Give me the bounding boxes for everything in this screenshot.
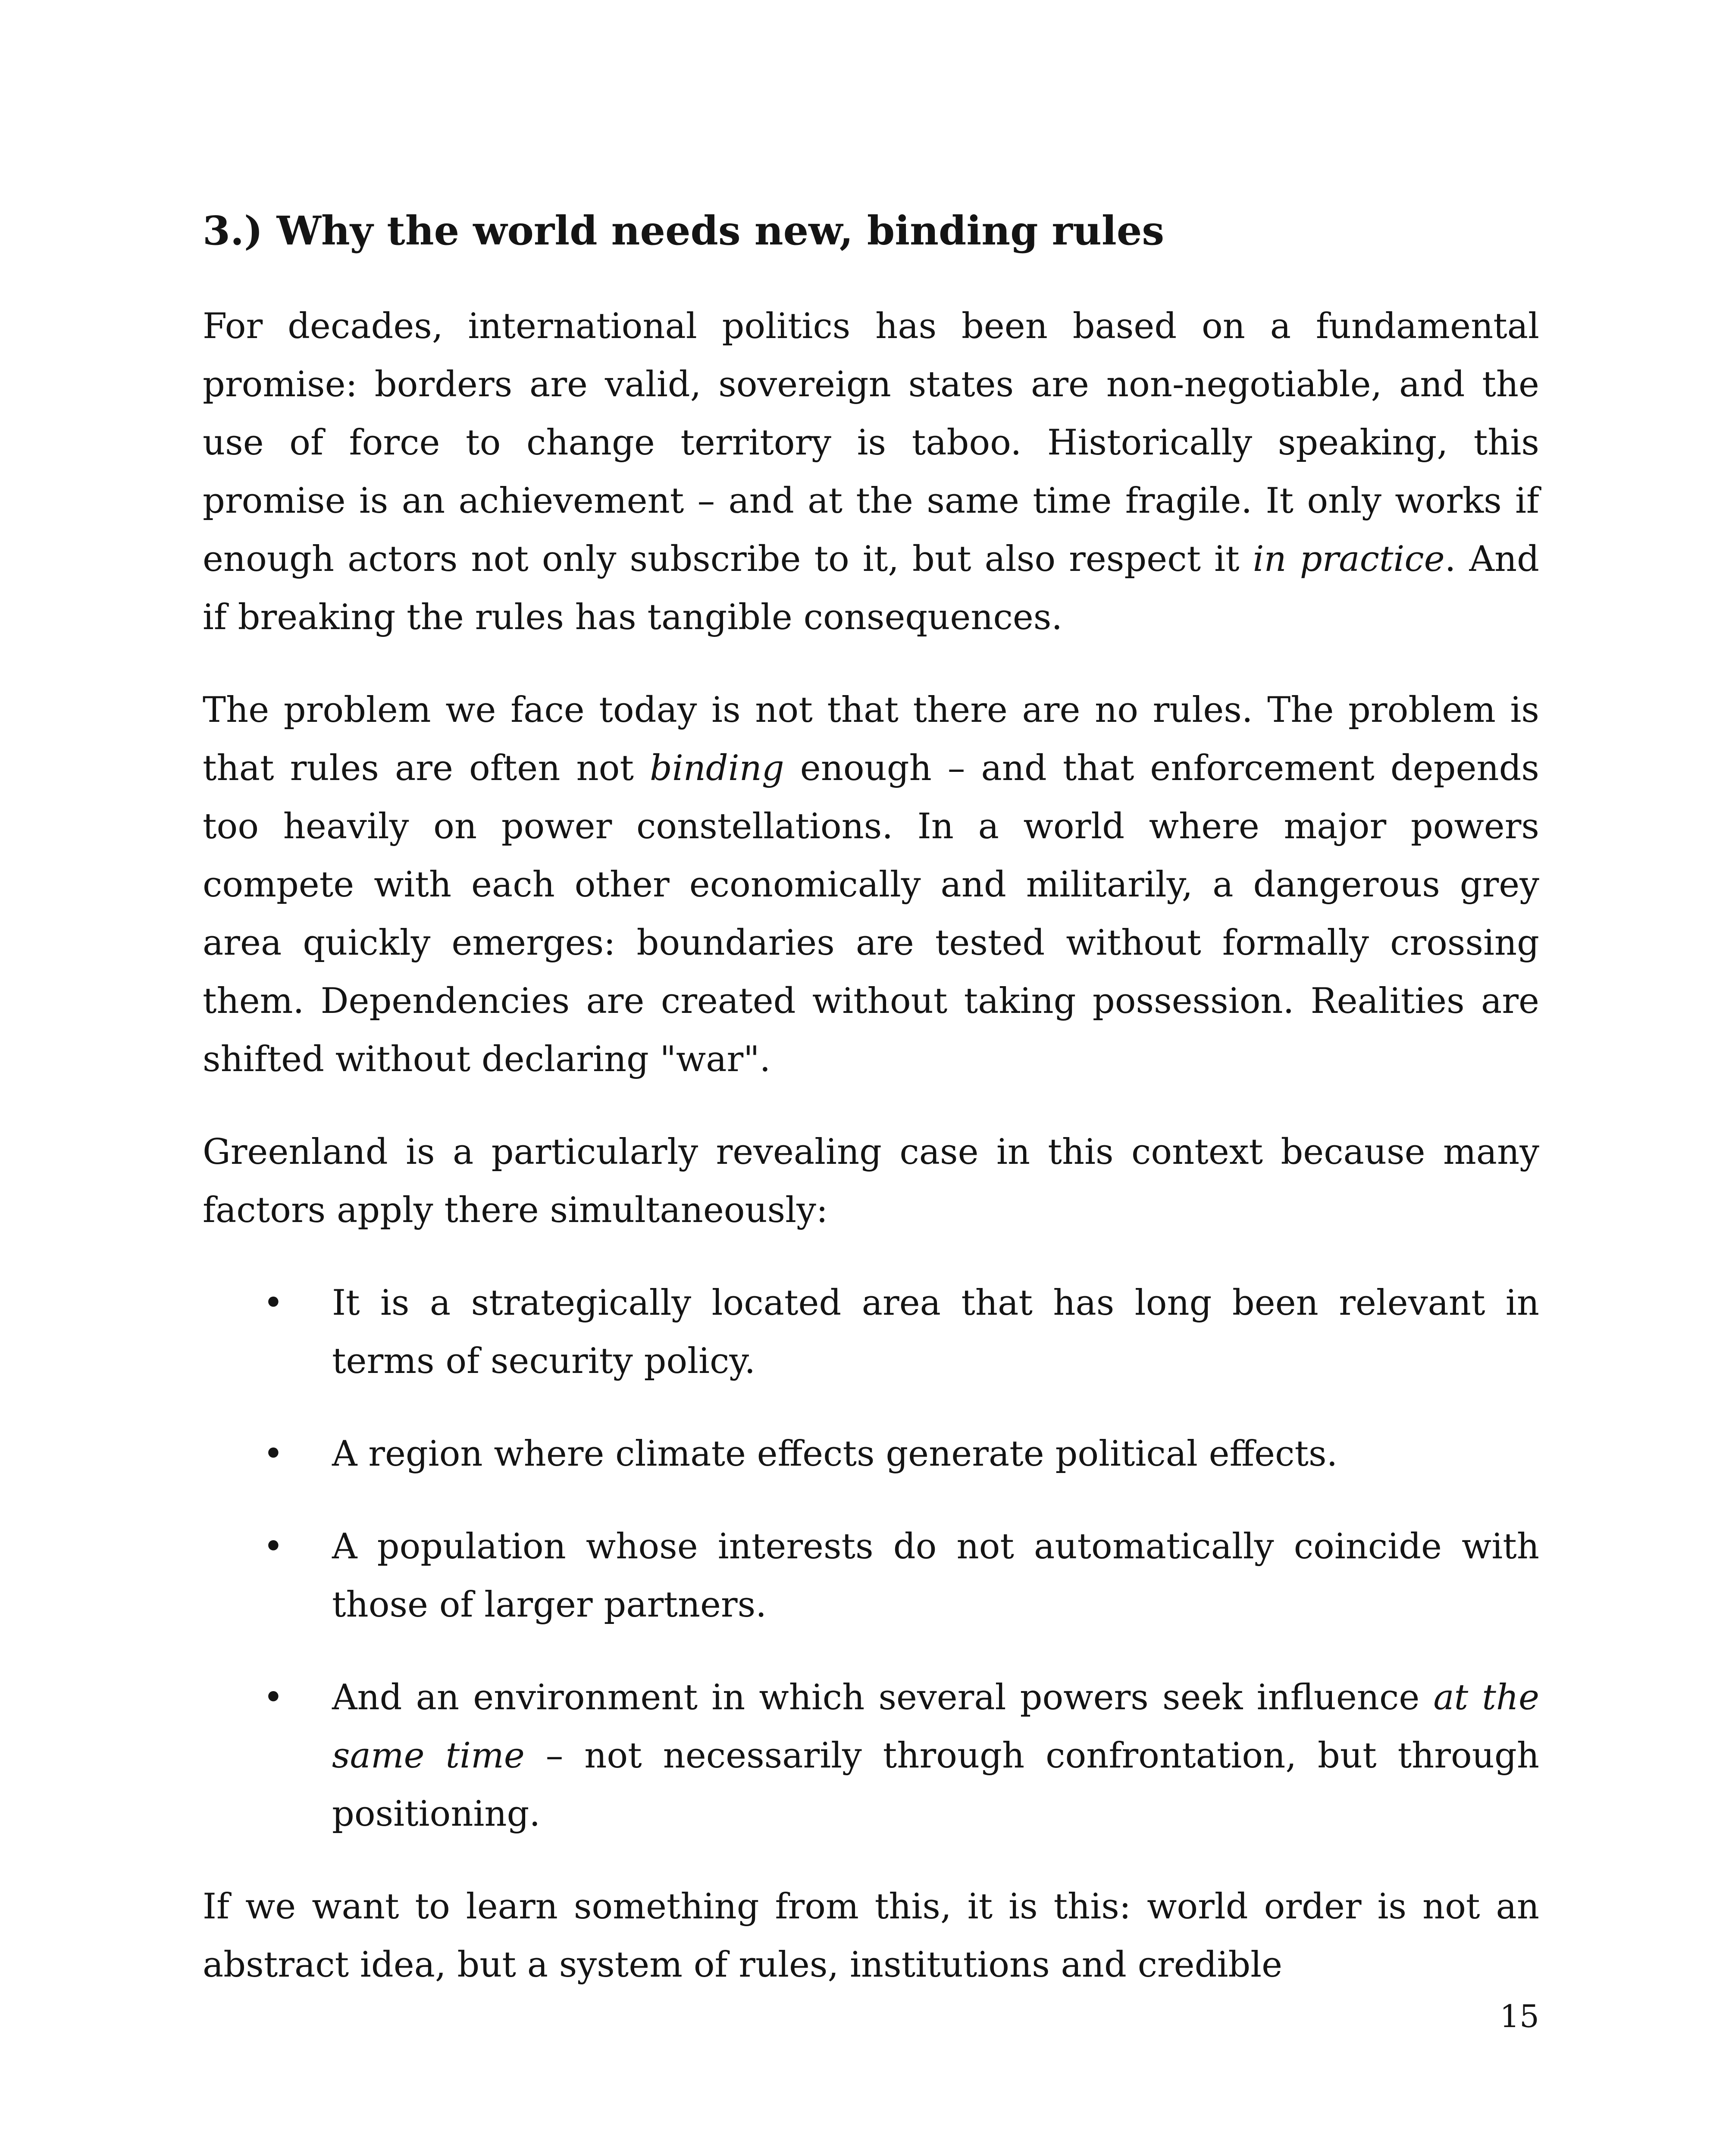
paragraph-3: Greenland is a particularly revealing case in this context because many factors apply there simultaneously: (203, 1132, 1539, 1231)
list-item (203, 1518, 1539, 1634)
list-item-text (332, 1677, 1539, 1834)
paragraph-1 (203, 298, 1539, 647)
bullet-icon: • (263, 1526, 284, 1567)
list-item (203, 1669, 1539, 1843)
paragraph-1-text-a: For decades, international politics has been based on a fundamental promise: borders are valid, sovereign states are non-negotiable, and the use of force to change territory is taboo. Historically speaking, this promise is an achievement – and at the same time fragile. It only works if enough actors not only subscribe to it, but also respect it (203, 306, 1539, 580)
page-number: 15 (1500, 1998, 1539, 2034)
paragraph-2-text-a: The problem we face today is not that there are no rules. The problem is that rules are often not (203, 690, 1539, 789)
list-item-text: A region where climate effects generate political effects. (332, 1434, 1338, 1475)
paragraph-1-emphasis: in practice (1253, 539, 1445, 580)
paragraph-2-text-b: enough – and that enforcement depends too heavily on power constellations. In a world where major powers compete with each other economically and militarily, a dangerous grey area quickly emerges: boundaries are tested without formally crossing them. Dependencies are created without taking possession. Realities are shifted without declaring "war". (203, 748, 1539, 1080)
list-item-emphasis: at the same time (332, 1677, 1540, 1777)
list-item (203, 1274, 1539, 1391)
list-item (203, 1425, 1539, 1483)
paragraph-4: If we want to learn something from this, it is this: world order is not an abstract idea, but a system of rules, institutions and credible (203, 1887, 1539, 1986)
bullet-icon: • (263, 1677, 284, 1718)
bullet-icon: • (263, 1434, 284, 1475)
section-heading: 3.) Why the world needs new, binding rules (203, 207, 1165, 254)
list-item-text: A population whose interests do not automatically coincide with those of larger partners. (332, 1526, 1539, 1626)
bullet-list (203, 1274, 1539, 1843)
list-item-text-b: – not necessarily through confrontation, but through positioning. (332, 1736, 1539, 1835)
paragraph-2-emphasis: binding (650, 748, 784, 789)
page-content (203, 207, 1539, 2029)
paragraph-1-text-b: . And if breaking the rules has tangible consequences. (203, 539, 1540, 638)
list-item-text: It is a strategically located area that has long been relevant in terms of security policy. (332, 1283, 1539, 1382)
paragraph-2 (203, 681, 1539, 1089)
bullet-icon: • (263, 1283, 284, 1324)
list-item-text-a: And an environment in which several powers seek influence (332, 1677, 1434, 1718)
